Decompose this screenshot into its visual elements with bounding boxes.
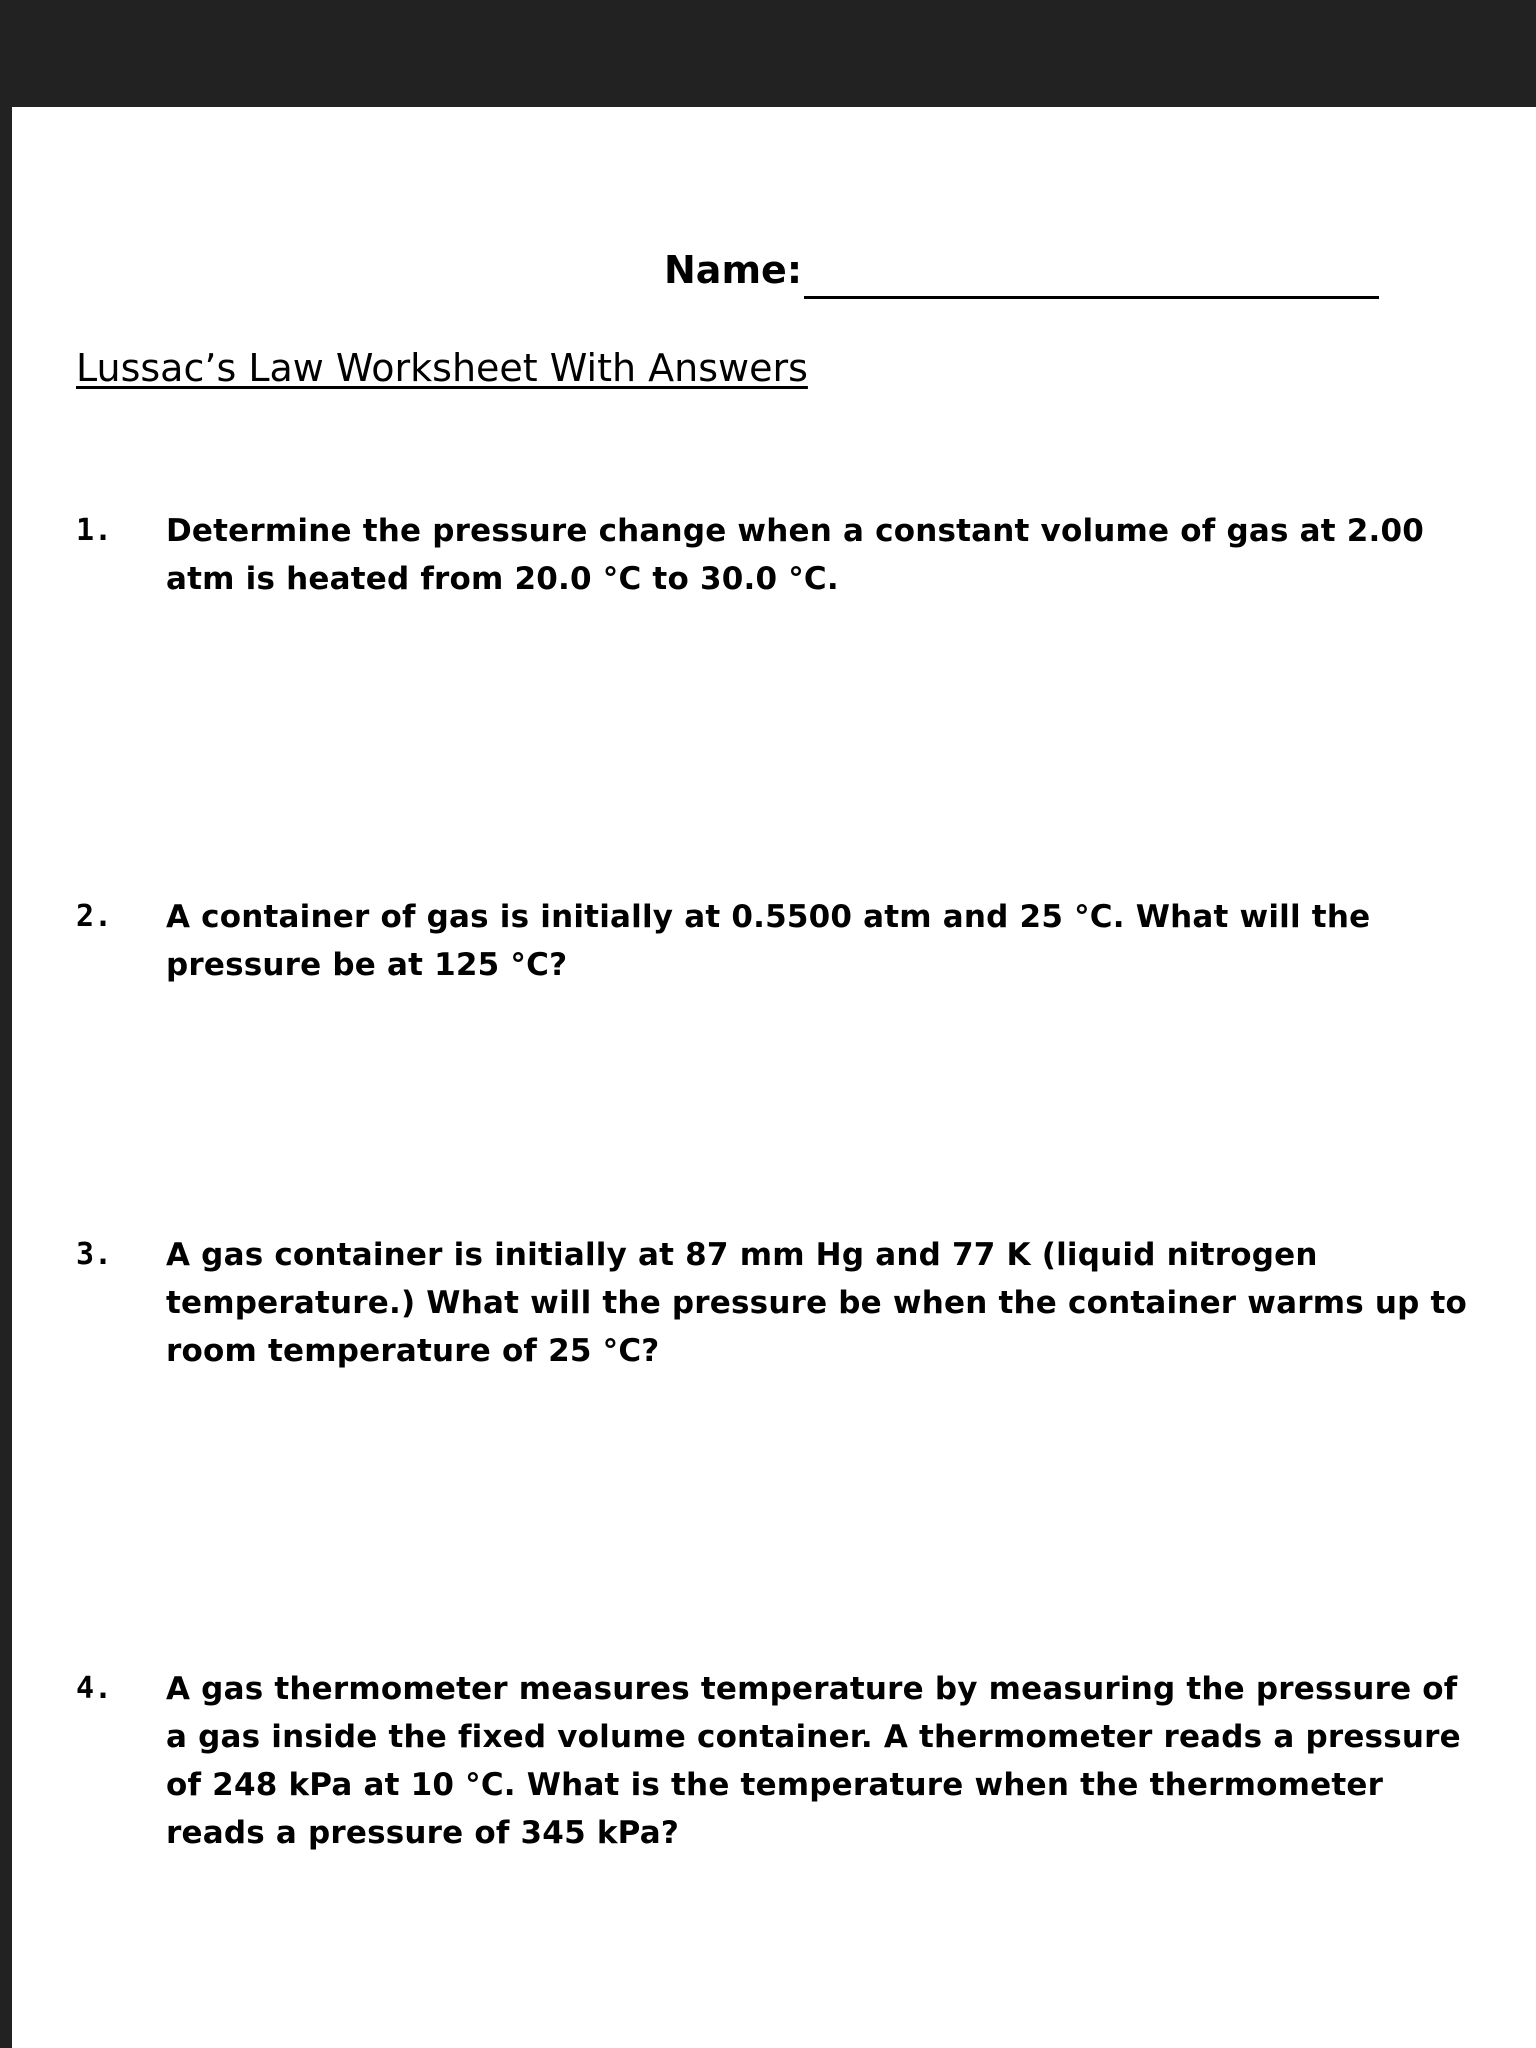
- question-text: A gas thermometer measures temperature by measuring the pressure of a gas inside the fixed volume container. A thermometer reads a pressure of 248 kPa at 10 °C. What is the temperature when the thermometer reads a pressure of 345 kPa?: [166, 1671, 1461, 1851]
- question-number: 2.: [76, 899, 113, 934]
- question-number: 1.: [76, 513, 113, 548]
- worksheet-page: [12, 107, 1536, 2048]
- question-text: Determine the pressure change when a constant volume of gas at 2.00 atm is heated from 20.0 °C to 30.0 °C.: [166, 513, 1425, 597]
- question-text: A gas container is initially at 87 mm Hg and 77 K (liquid nitrogen temperature.) What will the pressure be when the container warms up to room temperature of 25 °C?: [166, 1237, 1468, 1369]
- worksheet-title: Lussac’s Law Worksheet With Answers: [76, 346, 808, 390]
- question-number: 3.: [76, 1237, 113, 1272]
- name-field: [664, 235, 1379, 299]
- question-number: 4.: [76, 1671, 113, 1706]
- name-label: Name:: [664, 248, 803, 292]
- question-text: A container of gas is initially at 0.5500 atm and 25 °C. What will the pressure be at 125 °C?: [166, 899, 1371, 983]
- name-blank-line: [804, 248, 1379, 299]
